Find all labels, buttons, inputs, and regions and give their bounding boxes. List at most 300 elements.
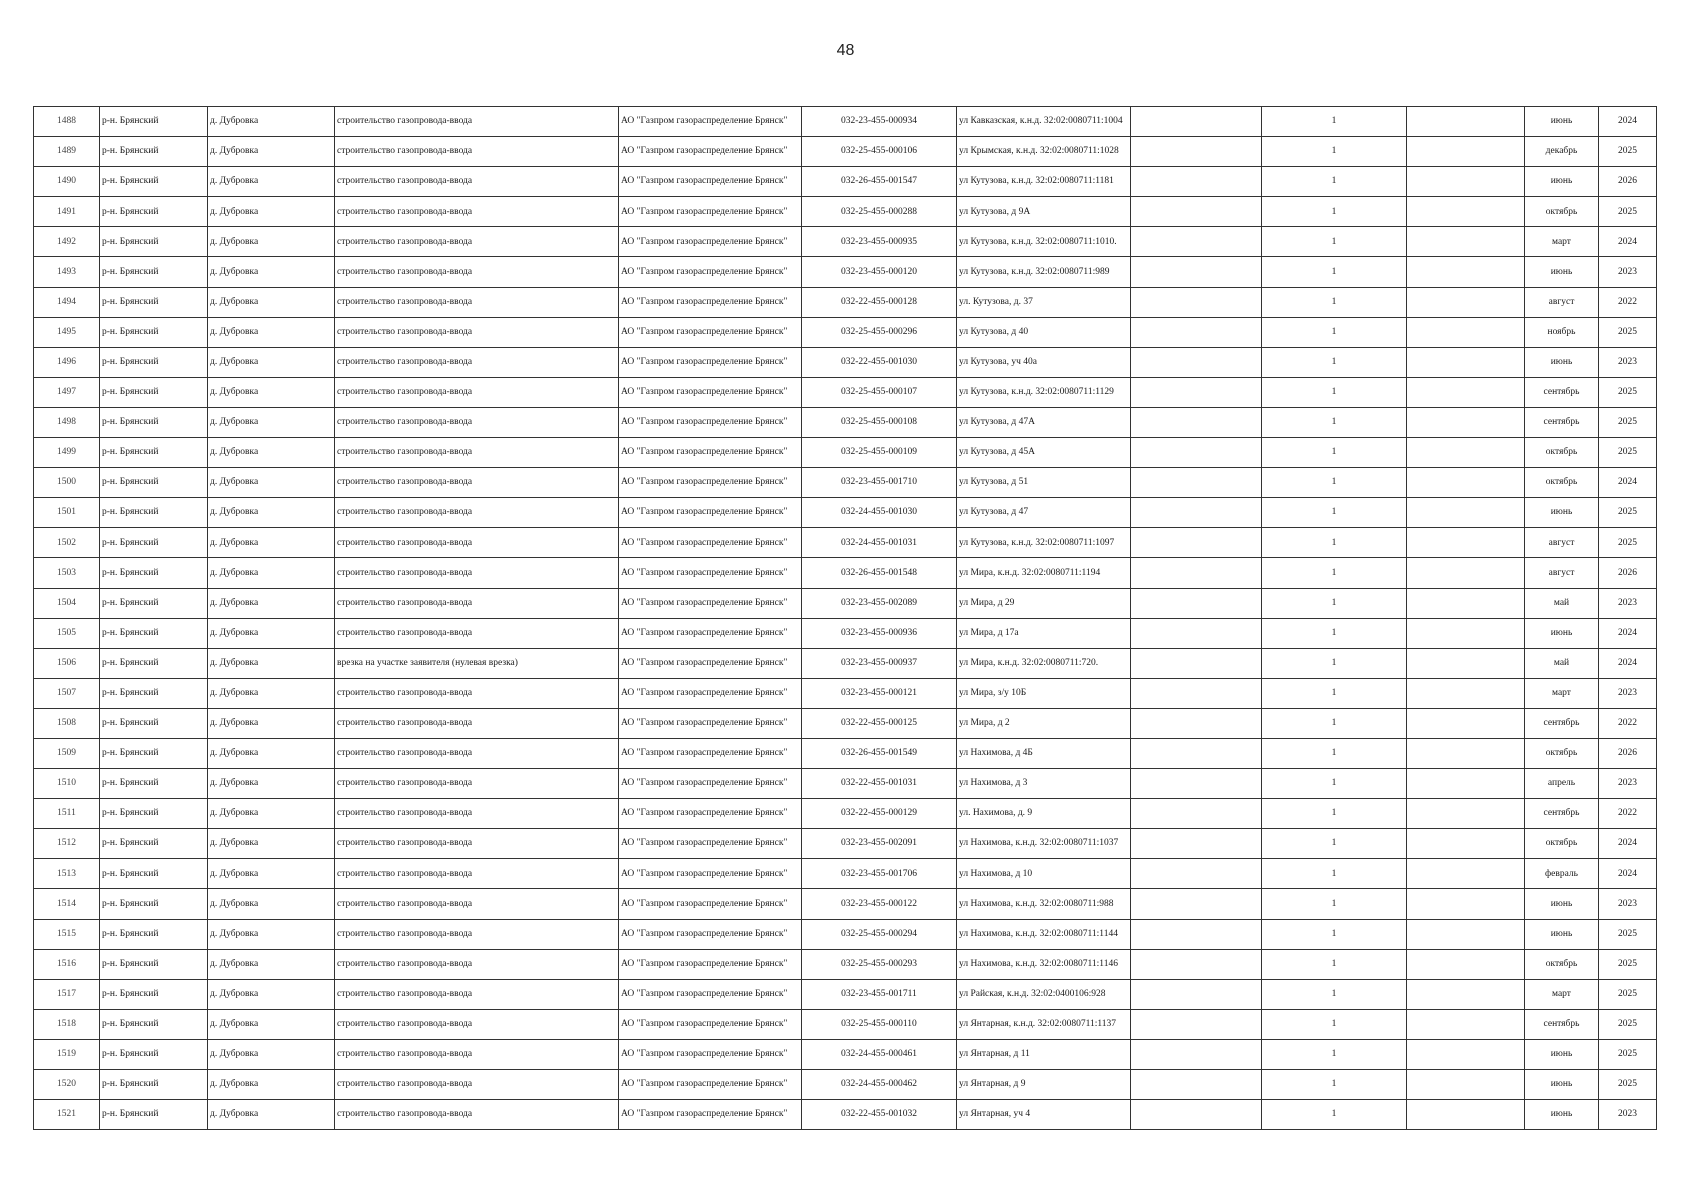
- address-cell: ул Мира, д 29: [957, 588, 1131, 618]
- district-cell: р-н. Брянский: [100, 648, 208, 678]
- organization-cell: АО "Газпром газораспределение Брянск": [619, 618, 802, 648]
- month-cell: июнь: [1525, 107, 1599, 137]
- district-cell: р-н. Брянский: [100, 979, 208, 1009]
- empty-cell: [1131, 287, 1262, 317]
- empty-cell: [1131, 438, 1262, 468]
- month-cell: июнь: [1525, 167, 1599, 197]
- month-cell: октябрь: [1525, 738, 1599, 768]
- year-cell: 2025: [1599, 407, 1657, 437]
- empty-cell: [1407, 558, 1525, 588]
- table-row: [34, 407, 1657, 437]
- year-cell: 2025: [1599, 317, 1657, 347]
- registry-code-cell: 032-24-455-000461: [802, 1039, 957, 1069]
- work-type-cell: строительство газопровода-ввода: [335, 889, 619, 919]
- locality-cell: д. Дубровка: [208, 889, 335, 919]
- organization-cell: АО "Газпром газораспределение Брянск": [619, 137, 802, 167]
- registry-code-cell: 032-25-455-000288: [802, 197, 957, 227]
- quantity-cell: 1: [1262, 588, 1407, 618]
- quantity-cell: 1: [1262, 197, 1407, 227]
- work-type-cell: строительство газопровода-ввода: [335, 829, 619, 859]
- year-cell: 2023: [1599, 769, 1657, 799]
- address-cell: ул Янтарная, д 9: [957, 1070, 1131, 1100]
- organization-cell: АО "Газпром газораспределение Брянск": [619, 498, 802, 528]
- organization-cell: АО "Газпром газораспределение Брянск": [619, 588, 802, 618]
- locality-cell: д. Дубровка: [208, 468, 335, 498]
- work-type-cell: строительство газопровода-ввода: [335, 769, 619, 799]
- address-cell: ул Янтарная, к.н.д. 32:02:0080711:1137: [957, 1009, 1131, 1039]
- empty-cell: [1131, 558, 1262, 588]
- year-cell: 2025: [1599, 438, 1657, 468]
- organization-cell: АО "Газпром газораспределение Брянск": [619, 528, 802, 558]
- registry-code-cell: 032-22-455-001031: [802, 769, 957, 799]
- address-cell: ул Кавказская, к.н.д. 32:02:0080711:1004: [957, 107, 1131, 137]
- district-cell: р-н. Брянский: [100, 1070, 208, 1100]
- year-cell: 2025: [1599, 949, 1657, 979]
- organization-cell: АО "Газпром газораспределение Брянск": [619, 648, 802, 678]
- quantity-cell: 1: [1262, 979, 1407, 1009]
- month-cell: сентябрь: [1525, 407, 1599, 437]
- address-cell: ул Кутузова, д 40: [957, 317, 1131, 347]
- table-row: [34, 287, 1657, 317]
- locality-cell: д. Дубровка: [208, 197, 335, 227]
- table-row: [34, 498, 1657, 528]
- work-type-cell: строительство газопровода-ввода: [335, 438, 619, 468]
- month-cell: август: [1525, 558, 1599, 588]
- row-number: 1489: [34, 137, 100, 167]
- table-row: [34, 197, 1657, 227]
- year-cell: 2023: [1599, 257, 1657, 287]
- table-row: [34, 769, 1657, 799]
- locality-cell: д. Дубровка: [208, 829, 335, 859]
- locality-cell: д. Дубровка: [208, 137, 335, 167]
- address-cell: ул Кутузова, д 45А: [957, 438, 1131, 468]
- row-number: 1508: [34, 708, 100, 738]
- month-cell: сентябрь: [1525, 377, 1599, 407]
- month-cell: апрель: [1525, 769, 1599, 799]
- organization-cell: АО "Газпром газораспределение Брянск": [619, 407, 802, 437]
- locality-cell: д. Дубровка: [208, 738, 335, 768]
- work-type-cell: строительство газопровода-ввода: [335, 708, 619, 738]
- table-row: [34, 167, 1657, 197]
- row-number: 1517: [34, 979, 100, 1009]
- empty-cell: [1131, 678, 1262, 708]
- month-cell: сентябрь: [1525, 1009, 1599, 1039]
- address-cell: ул Мира, з/у 10Б: [957, 678, 1131, 708]
- organization-cell: АО "Газпром газораспределение Брянск": [619, 558, 802, 588]
- month-cell: октябрь: [1525, 197, 1599, 227]
- registry-code-cell: 032-26-455-001547: [802, 167, 957, 197]
- work-type-cell: строительство газопровода-ввода: [335, 1039, 619, 1069]
- year-cell: 2025: [1599, 137, 1657, 167]
- district-cell: р-н. Брянский: [100, 558, 208, 588]
- organization-cell: АО "Газпром газораспределение Брянск": [619, 167, 802, 197]
- empty-cell: [1407, 438, 1525, 468]
- row-number: 1511: [34, 799, 100, 829]
- registry-code-cell: 032-22-455-001030: [802, 347, 957, 377]
- district-cell: р-н. Брянский: [100, 889, 208, 919]
- organization-cell: АО "Газпром газораспределение Брянск": [619, 438, 802, 468]
- address-cell: ул Крымская, к.н.д. 32:02:0080711:1028: [957, 137, 1131, 167]
- organization-cell: АО "Газпром газораспределение Брянск": [619, 377, 802, 407]
- empty-cell: [1131, 769, 1262, 799]
- work-type-cell: строительство газопровода-ввода: [335, 588, 619, 618]
- row-number: 1509: [34, 738, 100, 768]
- locality-cell: д. Дубровка: [208, 107, 335, 137]
- locality-cell: д. Дубровка: [208, 678, 335, 708]
- empty-cell: [1407, 317, 1525, 347]
- quantity-cell: 1: [1262, 678, 1407, 708]
- empty-cell: [1407, 528, 1525, 558]
- table-row: [34, 708, 1657, 738]
- month-cell: май: [1525, 648, 1599, 678]
- district-cell: р-н. Брянский: [100, 919, 208, 949]
- table-row: [34, 107, 1657, 137]
- row-number: 1514: [34, 889, 100, 919]
- locality-cell: д. Дубровка: [208, 528, 335, 558]
- row-number: 1494: [34, 287, 100, 317]
- empty-cell: [1407, 829, 1525, 859]
- quantity-cell: 1: [1262, 919, 1407, 949]
- organization-cell: АО "Газпром газораспределение Брянск": [619, 769, 802, 799]
- work-type-cell: строительство газопровода-ввода: [335, 287, 619, 317]
- month-cell: июнь: [1525, 347, 1599, 377]
- quantity-cell: 1: [1262, 1070, 1407, 1100]
- empty-cell: [1407, 678, 1525, 708]
- address-cell: ул Кутузова, д 47А: [957, 407, 1131, 437]
- district-cell: р-н. Брянский: [100, 137, 208, 167]
- registry-code-cell: 032-23-455-000936: [802, 618, 957, 648]
- registry-code-cell: 032-23-455-000122: [802, 889, 957, 919]
- row-number: 1518: [34, 1009, 100, 1039]
- year-cell: 2026: [1599, 738, 1657, 768]
- address-cell: ул Нахимова, д 10: [957, 859, 1131, 889]
- locality-cell: д. Дубровка: [208, 287, 335, 317]
- empty-cell: [1407, 167, 1525, 197]
- work-type-cell: строительство газопровода-ввода: [335, 1070, 619, 1100]
- table-row: [34, 979, 1657, 1009]
- month-cell: октябрь: [1525, 438, 1599, 468]
- row-number: 1506: [34, 648, 100, 678]
- organization-cell: АО "Газпром газораспределение Брянск": [619, 1009, 802, 1039]
- empty-cell: [1407, 107, 1525, 137]
- address-cell: ул Кутузова, к.н.д. 32:02:0080711:1010.: [957, 227, 1131, 257]
- organization-cell: АО "Газпром газораспределение Брянск": [619, 197, 802, 227]
- quantity-cell: 1: [1262, 859, 1407, 889]
- registry-table: [33, 106, 1657, 1130]
- month-cell: август: [1525, 287, 1599, 317]
- organization-cell: АО "Газпром газораспределение Брянск": [619, 317, 802, 347]
- year-cell: 2025: [1599, 1070, 1657, 1100]
- registry-code-cell: 032-22-455-000128: [802, 287, 957, 317]
- district-cell: р-н. Брянский: [100, 738, 208, 768]
- empty-cell: [1407, 377, 1525, 407]
- table-row: [34, 889, 1657, 919]
- district-cell: р-н. Брянский: [100, 769, 208, 799]
- quantity-cell: 1: [1262, 769, 1407, 799]
- organization-cell: АО "Газпром газораспределение Брянск": [619, 287, 802, 317]
- month-cell: июнь: [1525, 498, 1599, 528]
- quantity-cell: 1: [1262, 287, 1407, 317]
- address-cell: ул Нахимова, д 4Б: [957, 738, 1131, 768]
- quantity-cell: 1: [1262, 498, 1407, 528]
- table-row: [34, 468, 1657, 498]
- empty-cell: [1407, 738, 1525, 768]
- work-type-cell: врезка на участке заявителя (нулевая врезка): [335, 648, 619, 678]
- locality-cell: д. Дубровка: [208, 799, 335, 829]
- registry-code-cell: 032-23-455-000934: [802, 107, 957, 137]
- year-cell: 2025: [1599, 1009, 1657, 1039]
- district-cell: р-н. Брянский: [100, 438, 208, 468]
- registry-code-cell: 032-23-455-000120: [802, 257, 957, 287]
- address-cell: ул Нахимова, д 3: [957, 769, 1131, 799]
- table-row: [34, 377, 1657, 407]
- table-row: [34, 678, 1657, 708]
- registry-code-cell: 032-23-455-001710: [802, 468, 957, 498]
- locality-cell: д. Дубровка: [208, 648, 335, 678]
- registry-body: [34, 107, 1657, 1130]
- locality-cell: д. Дубровка: [208, 558, 335, 588]
- locality-cell: д. Дубровка: [208, 1039, 335, 1069]
- registry-code-cell: 032-23-455-001711: [802, 979, 957, 1009]
- table-row: [34, 257, 1657, 287]
- organization-cell: АО "Газпром газораспределение Брянск": [619, 678, 802, 708]
- row-number: 1512: [34, 829, 100, 859]
- district-cell: р-н. Брянский: [100, 708, 208, 738]
- organization-cell: АО "Газпром газораспределение Брянск": [619, 708, 802, 738]
- empty-cell: [1407, 287, 1525, 317]
- organization-cell: АО "Газпром газораспределение Брянск": [619, 1100, 802, 1130]
- year-cell: 2025: [1599, 528, 1657, 558]
- work-type-cell: строительство газопровода-ввода: [335, 167, 619, 197]
- locality-cell: д. Дубровка: [208, 167, 335, 197]
- row-number: 1493: [34, 257, 100, 287]
- work-type-cell: строительство газопровода-ввода: [335, 859, 619, 889]
- row-number: 1513: [34, 859, 100, 889]
- empty-cell: [1131, 107, 1262, 137]
- row-number: 1519: [34, 1039, 100, 1069]
- table-row: [34, 738, 1657, 768]
- work-type-cell: строительство газопровода-ввода: [335, 377, 619, 407]
- table-row: [34, 347, 1657, 377]
- year-cell: 2023: [1599, 678, 1657, 708]
- table-row: [34, 648, 1657, 678]
- locality-cell: д. Дубровка: [208, 377, 335, 407]
- month-cell: октябрь: [1525, 829, 1599, 859]
- table-row: [34, 1039, 1657, 1069]
- row-number: 1491: [34, 197, 100, 227]
- year-cell: 2023: [1599, 347, 1657, 377]
- empty-cell: [1131, 167, 1262, 197]
- empty-cell: [1131, 618, 1262, 648]
- work-type-cell: строительство газопровода-ввода: [335, 919, 619, 949]
- work-type-cell: строительство газопровода-ввода: [335, 528, 619, 558]
- quantity-cell: 1: [1262, 738, 1407, 768]
- address-cell: ул Янтарная, д 11: [957, 1039, 1131, 1069]
- empty-cell: [1407, 588, 1525, 618]
- empty-cell: [1407, 769, 1525, 799]
- month-cell: сентябрь: [1525, 708, 1599, 738]
- address-cell: ул Кутузова, д 47: [957, 498, 1131, 528]
- work-type-cell: строительство газопровода-ввода: [335, 799, 619, 829]
- empty-cell: [1407, 407, 1525, 437]
- row-number: 1496: [34, 347, 100, 377]
- district-cell: р-н. Брянский: [100, 227, 208, 257]
- quantity-cell: 1: [1262, 799, 1407, 829]
- empty-cell: [1407, 648, 1525, 678]
- empty-cell: [1407, 137, 1525, 167]
- registry-code-cell: 032-25-455-000108: [802, 407, 957, 437]
- empty-cell: [1407, 799, 1525, 829]
- registry-code-cell: 032-24-455-001031: [802, 528, 957, 558]
- empty-cell: [1407, 197, 1525, 227]
- empty-cell: [1407, 1039, 1525, 1069]
- row-number: 1507: [34, 678, 100, 708]
- organization-cell: АО "Газпром газораспределение Брянск": [619, 257, 802, 287]
- address-cell: ул Мира, д 2: [957, 708, 1131, 738]
- table-row: [34, 1009, 1657, 1039]
- empty-cell: [1131, 859, 1262, 889]
- table-row: [34, 317, 1657, 347]
- work-type-cell: строительство газопровода-ввода: [335, 137, 619, 167]
- locality-cell: д. Дубровка: [208, 317, 335, 347]
- organization-cell: АО "Газпром газораспределение Брянск": [619, 468, 802, 498]
- empty-cell: [1407, 618, 1525, 648]
- quantity-cell: 1: [1262, 317, 1407, 347]
- quantity-cell: 1: [1262, 107, 1407, 137]
- registry-code-cell: 032-25-455-000296: [802, 317, 957, 347]
- district-cell: р-н. Брянский: [100, 347, 208, 377]
- quantity-cell: 1: [1262, 257, 1407, 287]
- empty-cell: [1131, 407, 1262, 437]
- quantity-cell: 1: [1262, 618, 1407, 648]
- address-cell: ул Нахимова, к.н.д. 32:02:0080711:988: [957, 889, 1131, 919]
- month-cell: февраль: [1525, 859, 1599, 889]
- empty-cell: [1131, 227, 1262, 257]
- address-cell: ул Нахимова, к.н.д. 32:02:0080711:1144: [957, 919, 1131, 949]
- organization-cell: АО "Газпром газораспределение Брянск": [619, 227, 802, 257]
- empty-cell: [1131, 347, 1262, 377]
- district-cell: р-н. Брянский: [100, 618, 208, 648]
- empty-cell: [1407, 859, 1525, 889]
- district-cell: р-н. Брянский: [100, 377, 208, 407]
- empty-cell: [1131, 317, 1262, 347]
- empty-cell: [1407, 498, 1525, 528]
- row-number: 1495: [34, 317, 100, 347]
- locality-cell: д. Дубровка: [208, 708, 335, 738]
- locality-cell: д. Дубровка: [208, 979, 335, 1009]
- month-cell: март: [1525, 979, 1599, 1009]
- work-type-cell: строительство газопровода-ввода: [335, 979, 619, 1009]
- row-number: 1516: [34, 949, 100, 979]
- year-cell: 2025: [1599, 979, 1657, 1009]
- year-cell: 2023: [1599, 588, 1657, 618]
- registry-code-cell: 032-23-455-000935: [802, 227, 957, 257]
- registry-code-cell: 032-25-455-000294: [802, 919, 957, 949]
- row-number: 1490: [34, 167, 100, 197]
- month-cell: март: [1525, 227, 1599, 257]
- row-number: 1499: [34, 438, 100, 468]
- locality-cell: д. Дубровка: [208, 1070, 335, 1100]
- year-cell: 2024: [1599, 648, 1657, 678]
- work-type-cell: строительство газопровода-ввода: [335, 407, 619, 437]
- empty-cell: [1131, 889, 1262, 919]
- district-cell: р-н. Брянский: [100, 468, 208, 498]
- year-cell: 2026: [1599, 167, 1657, 197]
- table-row: [34, 1070, 1657, 1100]
- year-cell: 2025: [1599, 1039, 1657, 1069]
- registry-code-cell: 032-23-455-002089: [802, 588, 957, 618]
- table-row: [34, 227, 1657, 257]
- month-cell: июнь: [1525, 1039, 1599, 1069]
- work-type-cell: строительство газопровода-ввода: [335, 468, 619, 498]
- address-cell: ул. Кутузова, д. 37: [957, 287, 1131, 317]
- district-cell: р-н. Брянский: [100, 167, 208, 197]
- empty-cell: [1131, 377, 1262, 407]
- quantity-cell: 1: [1262, 407, 1407, 437]
- address-cell: ул Кутузова, уч 40а: [957, 347, 1131, 377]
- quantity-cell: 1: [1262, 889, 1407, 919]
- quantity-cell: 1: [1262, 1039, 1407, 1069]
- empty-cell: [1407, 227, 1525, 257]
- locality-cell: д. Дубровка: [208, 769, 335, 799]
- quantity-cell: 1: [1262, 137, 1407, 167]
- address-cell: ул. Нахимова, д. 9: [957, 799, 1131, 829]
- table-row: [34, 618, 1657, 648]
- year-cell: 2024: [1599, 468, 1657, 498]
- row-number: 1504: [34, 588, 100, 618]
- registry-code-cell: 032-26-455-001549: [802, 738, 957, 768]
- work-type-cell: строительство газопровода-ввода: [335, 317, 619, 347]
- address-cell: ул Янтарная, уч 4: [957, 1100, 1131, 1130]
- empty-cell: [1131, 528, 1262, 558]
- organization-cell: АО "Газпром газораспределение Брянск": [619, 919, 802, 949]
- work-type-cell: строительство газопровода-ввода: [335, 1009, 619, 1039]
- month-cell: декабрь: [1525, 137, 1599, 167]
- quantity-cell: 1: [1262, 949, 1407, 979]
- registry-code-cell: 032-25-455-000109: [802, 438, 957, 468]
- empty-cell: [1407, 1009, 1525, 1039]
- work-type-cell: строительство газопровода-ввода: [335, 498, 619, 528]
- district-cell: р-н. Брянский: [100, 528, 208, 558]
- quantity-cell: 1: [1262, 1100, 1407, 1130]
- year-cell: 2024: [1599, 618, 1657, 648]
- work-type-cell: строительство газопровода-ввода: [335, 197, 619, 227]
- row-number: 1498: [34, 407, 100, 437]
- locality-cell: д. Дубровка: [208, 859, 335, 889]
- district-cell: р-н. Брянский: [100, 407, 208, 437]
- empty-cell: [1407, 347, 1525, 377]
- district-cell: р-н. Брянский: [100, 949, 208, 979]
- year-cell: 2025: [1599, 377, 1657, 407]
- registry-code-cell: 032-24-455-001030: [802, 498, 957, 528]
- organization-cell: АО "Газпром газораспределение Брянск": [619, 859, 802, 889]
- year-cell: 2022: [1599, 799, 1657, 829]
- table-row: [34, 919, 1657, 949]
- month-cell: май: [1525, 588, 1599, 618]
- address-cell: ул Кутузова, к.н.д. 32:02:0080711:1181: [957, 167, 1131, 197]
- row-number: 1492: [34, 227, 100, 257]
- empty-cell: [1131, 738, 1262, 768]
- organization-cell: АО "Газпром газораспределение Брянск": [619, 949, 802, 979]
- locality-cell: д. Дубровка: [208, 498, 335, 528]
- locality-cell: д. Дубровка: [208, 1100, 335, 1130]
- registry-code-cell: 032-25-455-000107: [802, 377, 957, 407]
- empty-cell: [1131, 257, 1262, 287]
- district-cell: р-н. Брянский: [100, 1009, 208, 1039]
- registry-code-cell: 032-23-455-000121: [802, 678, 957, 708]
- table-row: [34, 1100, 1657, 1130]
- locality-cell: д. Дубровка: [208, 1009, 335, 1039]
